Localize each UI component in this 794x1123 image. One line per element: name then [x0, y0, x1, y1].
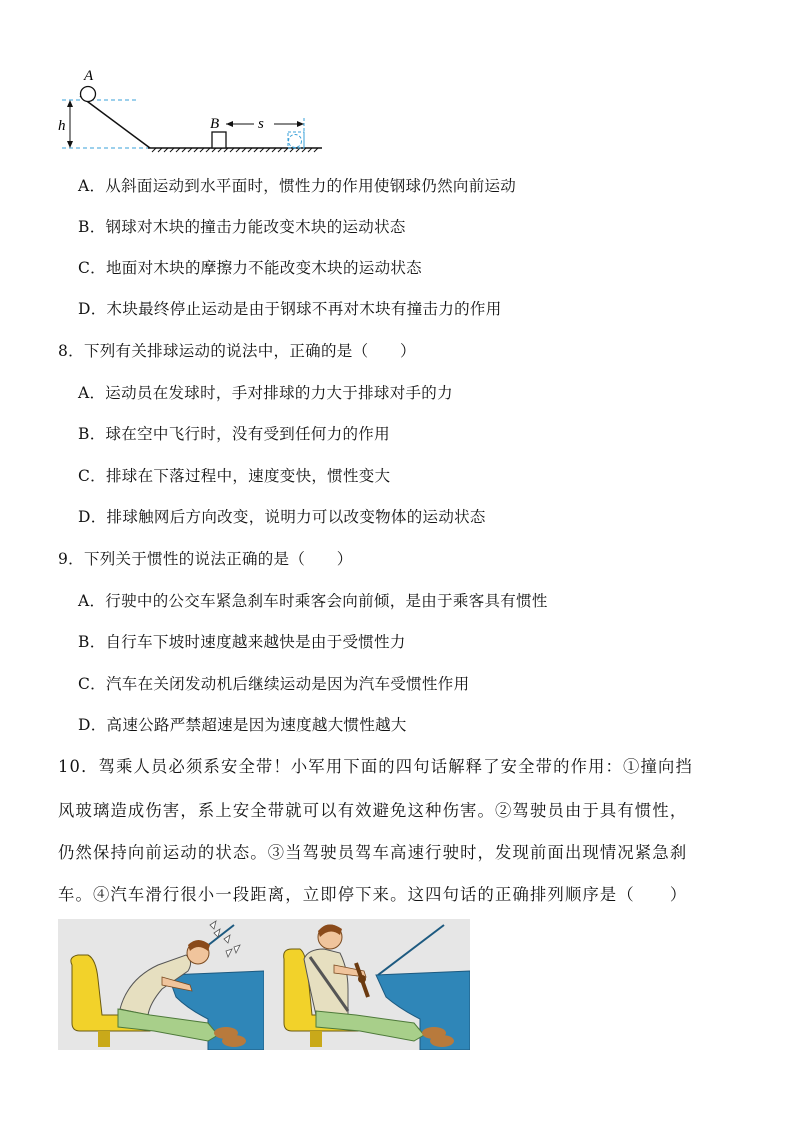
- q8-option-b: B．球在空中飞行时，没有受到任何力的作用: [78, 425, 390, 443]
- with-seatbelt-drawing: [264, 919, 470, 1050]
- q9-option-b: B．自行车下坡时速度越来越快是由于受惯性力: [78, 633, 406, 651]
- block: [212, 132, 226, 148]
- q8-option-d: D．排球触网后方向改变，说明力可以改变物体的运动状态: [78, 508, 486, 526]
- incline-figure: [50, 62, 340, 162]
- incline-surface: [80, 96, 150, 148]
- q10-line-3: 仍然保持向前运动的状态。③当驾驶员驾车高速行驶时，发现前面出现情况紧急刹: [58, 843, 688, 862]
- block-label: B: [210, 116, 220, 132]
- ball-final-position: [289, 135, 302, 148]
- q8-option-c: C．排球在下落过程中，速度变快，惯性变大: [78, 467, 391, 485]
- q10-line-2: 风玻璃造成伤害，系上安全带就可以有效避免这种伤害。②驾驶员由于具有惯性，: [58, 801, 688, 820]
- q7-option-a: A．从斜面运动到水平面时，惯性力的作用使钢球仍然向前运动: [78, 177, 517, 195]
- no-seatbelt-drawing: [58, 919, 264, 1050]
- q7-option-c: C．地面对木块的摩擦力不能改变木块的运动状态: [78, 259, 422, 277]
- q8-option-a: A．运动员在发球时，手对排球的力大于排球对手的力: [78, 384, 453, 402]
- q9-stem: 9．下列关于惯性的说法正确的是（ ）: [58, 550, 353, 568]
- q9-option-d: D．高速公路严禁超速是因为速度越大惯性越大: [78, 716, 407, 734]
- height-label: h: [58, 118, 66, 134]
- q8-stem: 8．下列有关排球运动的说法中，正确的是（ ）: [58, 342, 416, 360]
- q9-option-a: A．行驶中的公交车紧急刹车时乘客会向前倾，是由于乘客具有惯性: [78, 592, 548, 610]
- panel-with-seatbelt: [264, 919, 470, 1050]
- ball-label: A: [84, 68, 94, 84]
- q10-line-1: 10．驾乘人员必须系安全带！小军用下面的四句话解释了安全带的作用：①撞向挡: [58, 757, 693, 776]
- seatbelt-illustration: [58, 919, 470, 1050]
- ball: [81, 87, 96, 102]
- q7-option-b: B．钢球对木块的撞击力能改变木块的运动状态: [78, 218, 406, 236]
- panel-no-seatbelt: [58, 919, 264, 1050]
- q7-option-d: D．木块最终停止运动是由于钢球不再对木块有撞击力的作用: [78, 300, 502, 318]
- q10-line-4: 车。④汽车滑行很小一段距离，立即停下来。这四句话的正确排列顺序是（ ）: [58, 885, 688, 904]
- q9-option-c: C．汽车在关闭发动机后继续运动是因为汽车受惯性作用: [78, 675, 470, 693]
- distance-label: s: [258, 116, 264, 132]
- incline-diagram: [50, 62, 340, 162]
